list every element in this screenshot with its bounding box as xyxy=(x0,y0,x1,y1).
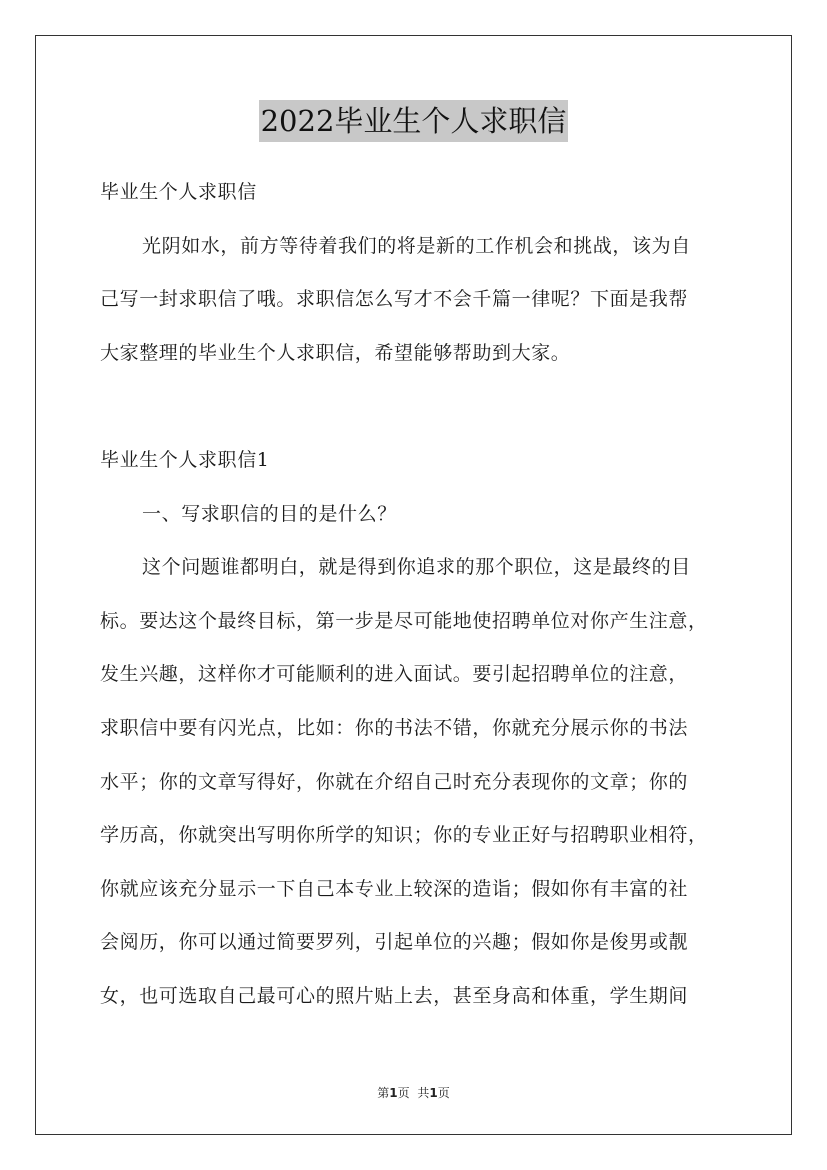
paragraph-line: 己写一封求职信了哦。求职信怎么写才不会千篇一律呢？下面是我帮 xyxy=(100,288,689,311)
page-footer xyxy=(0,1084,827,1101)
paragraph-line: 女，也可选取自己最可心的照片贴上去，甚至身高和体重，学生期间 xyxy=(100,984,689,1007)
total-page-count: 1 xyxy=(429,1086,438,1100)
paragraph-line: 光阴如水，前方等待着我们的将是新的工作机会和挑战，该为自 xyxy=(142,234,691,257)
paragraph-line: 学历高，你就突出写明你所学的知识；你的专业正好与招聘职业相符， xyxy=(100,824,708,847)
blank-line xyxy=(100,380,728,434)
paragraph-line: 会阅历，你可以通过简要罗列，引起单位的兴趣；假如你是俊男或靓 xyxy=(100,931,689,954)
paragraph-line: 你就应该充分显示一下自己本专业上较深的造诣；假如你有丰富的社 xyxy=(100,877,689,900)
page-suffix: 页 xyxy=(397,1086,410,1100)
paragraph-line: 水平；你的文章写得好，你就在介绍自己时充分表现你的文章；你的 xyxy=(100,770,689,793)
document-title: 2022毕业生个人求职信 xyxy=(259,100,569,142)
title-container xyxy=(0,100,827,142)
section-heading: 毕业生个人求职信 xyxy=(100,181,257,203)
paragraph-line: 求职信中要有闪光点，比如：你的书法不错，你就充分展示你的书法 xyxy=(100,716,689,739)
paragraph-line: 标。要达这个最终目标，第一步是尽可能地使招聘单位对你产生注意， xyxy=(100,609,708,632)
page-prefix: 第 xyxy=(377,1086,390,1100)
total-prefix: 共 xyxy=(417,1086,430,1100)
paragraph-line: 大家整理的毕业生个人求职信，希望能够帮助到大家。 xyxy=(100,341,571,364)
paragraph-line: 发生兴趣，这样你才可能顺利的进入面试。要引起招聘单位的注意， xyxy=(100,663,689,686)
page-current-number: 1 xyxy=(389,1086,398,1100)
section-heading: 毕业生个人求职信1 xyxy=(100,448,270,471)
subsection-heading: 一、写求职信的目的是什么？ xyxy=(142,502,397,525)
total-suffix: 页 xyxy=(437,1086,450,1100)
paragraph-line: 这个问题谁都明白，就是得到你追求的那个职位，这是最终的目 xyxy=(142,556,691,579)
document-body xyxy=(100,166,728,1024)
